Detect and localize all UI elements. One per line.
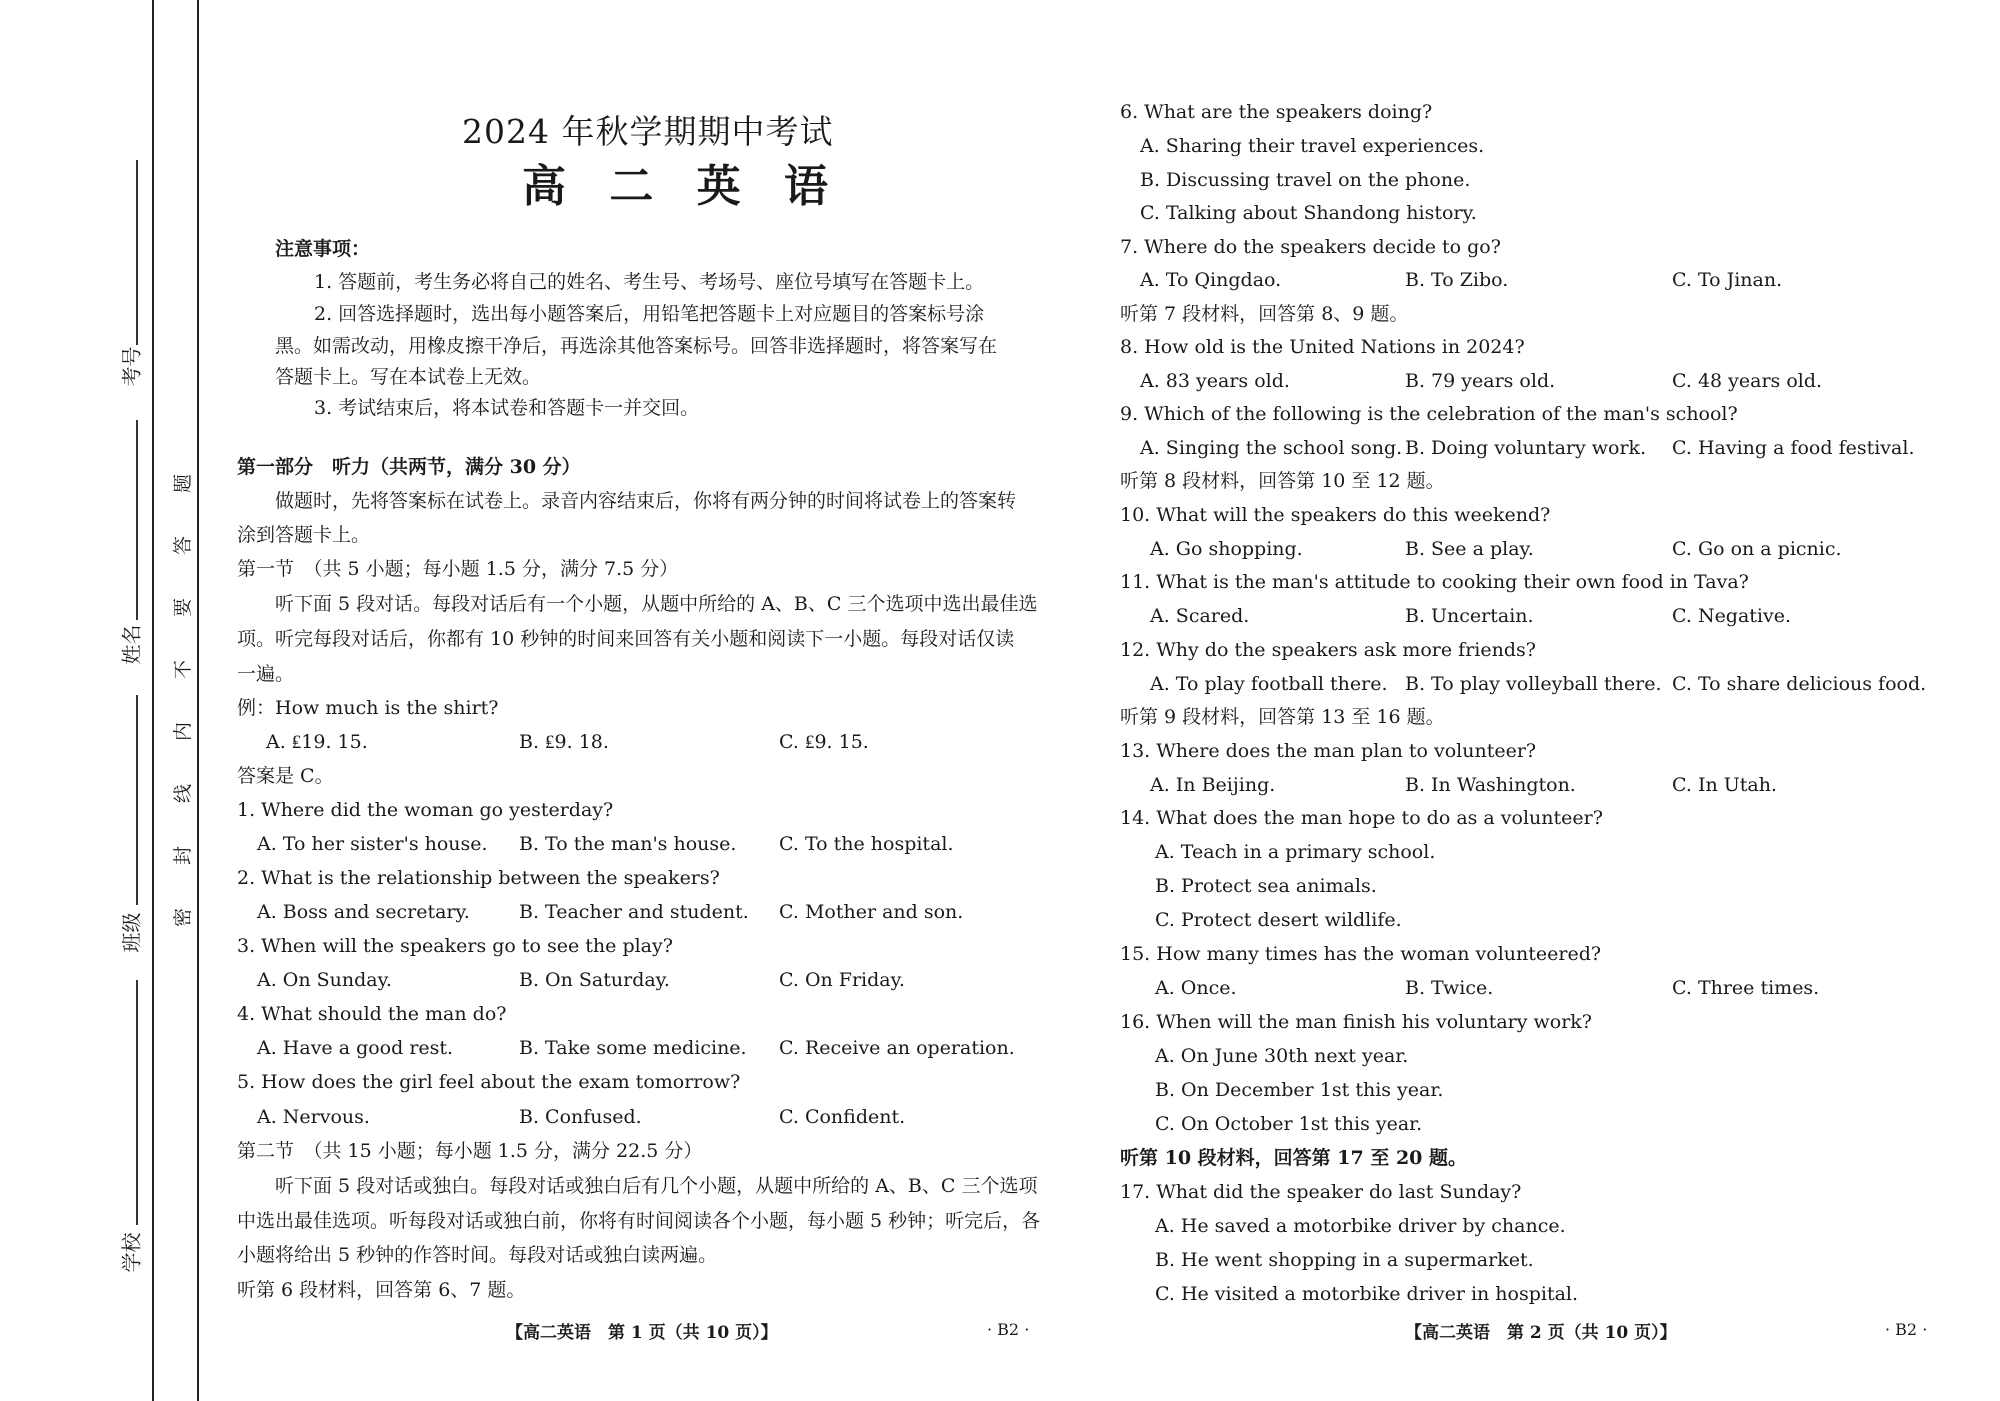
option-c[interactable]: C. Having a food festival. (1672, 437, 1915, 459)
page-code-right: · B2 · (1885, 1320, 1928, 1339)
option-c[interactable]: C. Negative. (1672, 605, 1792, 627)
option-a[interactable]: A. Nervous. (257, 1106, 370, 1128)
option-b[interactable]: B. To Zibo. (1405, 269, 1509, 291)
option-a[interactable]: A. 83 years old. (1140, 370, 1290, 392)
option-b[interactable]: B. 79 years old. (1405, 370, 1556, 392)
option-b[interactable]: B. He went shopping in a supermarket. (1155, 1249, 1534, 1271)
question: 15. How many times has the woman volunteered? (1120, 943, 1602, 965)
exam-no-label: 考号 (119, 346, 144, 387)
option-c[interactable]: C. To share delicious food. (1672, 673, 1927, 695)
page-code-left: · B2 · (987, 1320, 1030, 1339)
name-field[interactable] (136, 420, 138, 620)
option-a[interactable]: A. Scared. (1150, 605, 1250, 627)
option-c[interactable]: C. Mother and son. (779, 901, 964, 923)
part1-heading: 第一部分 听力（共两节，满分 30 分） (237, 456, 581, 478)
option-c[interactable]: C. Protect desert wildlife. (1155, 909, 1402, 931)
section2-heading: 第二节 （共 15 小题；每小题 1.5 分，满分 22.5 分） (237, 1140, 703, 1162)
material-instruction: 听第 6 段材料，回答第 6、7 题。 (237, 1279, 526, 1301)
option-c[interactable]: C. To the hospital. (779, 833, 954, 855)
section1-intro: 听下面 5 段对话。每段对话后有一个小题，从题中所给的 A、B、C 三个选项中选出最佳选 (275, 593, 1038, 615)
footer-right: 【高二英语 第 2 页（共 10 页）】 (1405, 1323, 1677, 1343)
question: 6. What are the speakers doing? (1120, 101, 1433, 123)
question: 10. What will the speakers do this weekend? (1120, 504, 1551, 526)
example-option: A. ₤19. 15. (266, 731, 368, 753)
option-b[interactable]: B. Discussing travel on the phone. (1140, 169, 1471, 191)
option-a[interactable]: A. He saved a motorbike driver by chance. (1155, 1215, 1566, 1237)
option-c[interactable]: C. On Friday. (779, 969, 905, 991)
subject-title: 高 二 英 语 (522, 161, 842, 212)
option-a[interactable]: A. Once. (1155, 977, 1237, 999)
option-b[interactable]: B. See a play. (1405, 538, 1534, 560)
question: 1. Where did the woman go yesterday? (237, 799, 614, 821)
example-question: 例：How much is the shirt? (237, 697, 499, 719)
option-b[interactable]: B. Doing voluntary work. (1405, 437, 1647, 459)
notice-line: 答题卡上。写在本试卷上无效。 (275, 366, 542, 388)
question: 14. What does the man hope to do as a volunteer? (1120, 807, 1603, 829)
question: 8. How old is the United Nations in 2024? (1120, 336, 1525, 358)
notice-heading: 注意事项： (275, 238, 371, 260)
option-b[interactable]: B. On Saturday. (519, 969, 670, 991)
option-a[interactable]: A. On Sunday. (257, 969, 392, 991)
option-b[interactable]: B. On December 1st this year. (1155, 1079, 1444, 1101)
option-b[interactable]: B. Confused. (519, 1106, 642, 1128)
school-field[interactable] (136, 980, 138, 1225)
section2-intro: 小题将给出 5 秒钟的作答时间。每段对话或独白读两遍。 (237, 1244, 718, 1266)
option-c[interactable]: C. Talking about Shandong history. (1140, 202, 1477, 224)
option-a[interactable]: A. Singing the school song. (1140, 437, 1403, 459)
option-c[interactable]: C. 48 years old. (1672, 370, 1823, 392)
option-a[interactable]: A. Boss and secretary. (257, 901, 470, 923)
option-a[interactable]: A. To play football there. (1150, 673, 1388, 695)
footer-left: 【高二英语 第 1 页（共 10 页）】 (506, 1323, 778, 1343)
option-c[interactable]: C. Receive an operation. (779, 1037, 1015, 1059)
option-c[interactable]: C. In Utah. (1672, 774, 1777, 796)
notice-line: 黑。如需改动，用橡皮擦干净后，再选涂其他答案标号。回答非选择题时，将答案写在 (275, 335, 998, 357)
class-label: 班级 (119, 912, 144, 953)
example-answer: 答案是 C。 (237, 765, 334, 787)
warning-char: 封 (172, 845, 195, 866)
option-b[interactable]: B. Teacher and student. (519, 901, 749, 923)
part1-intro: 做题时，先将答案标在试卷上。录音内容结束后，你将有两分钟的时间将试卷上的答案转 (275, 490, 1017, 512)
option-b[interactable]: B. To the man's house. (519, 833, 737, 855)
example-option: B. ₤9. 18. (519, 731, 609, 753)
material-instruction: 听第 8 段材料，回答第 10 至 12 题。 (1120, 470, 1445, 492)
question: 12. Why do the speakers ask more friends? (1120, 639, 1536, 661)
option-b[interactable]: B. To play volleyball there. (1405, 673, 1662, 695)
question: 4. What should the man do? (237, 1003, 507, 1025)
warning-char: 题 (172, 473, 195, 494)
option-c[interactable]: C. He visited a motorbike driver in hospital. (1155, 1283, 1579, 1305)
section1-heading: 第一节 （共 5 小题；每小题 1.5 分，满分 7.5 分） (237, 558, 679, 580)
material-instruction: 听第 7 段材料，回答第 8、9 题。 (1120, 303, 1409, 325)
warning-char: 线 (172, 783, 195, 804)
part1-intro: 涂到答题卡上。 (237, 524, 371, 546)
option-a[interactable]: A. Have a good rest. (257, 1037, 454, 1059)
warning-char: 不 (172, 659, 195, 680)
option-b[interactable]: B. Twice. (1405, 977, 1494, 999)
option-b[interactable]: B. Uncertain. (1405, 605, 1534, 627)
question: 9. Which of the following is the celebration of the man's school? (1120, 403, 1738, 425)
question: 3. When will the speakers go to see the play? (237, 935, 673, 957)
option-b[interactable]: B. In Washington. (1405, 774, 1576, 796)
question: 13. Where does the man plan to volunteer? (1120, 740, 1537, 762)
option-a[interactable]: A. Go shopping. (1150, 538, 1303, 560)
section1-intro: 项。听完每段对话后，你都有 10 秒钟的时间来回答有关小题和阅读下一小题。每段对话仅读 (237, 628, 1015, 650)
question: 16. When will the man finish his voluntary work? (1120, 1011, 1592, 1033)
option-c[interactable]: C. To Jinan. (1672, 269, 1783, 291)
question: 2. What is the relationship between the speakers? (237, 867, 720, 889)
section1-intro: 一遍。 (237, 663, 295, 685)
option-c[interactable]: C. Three times. (1672, 977, 1820, 999)
exam-no-field[interactable] (136, 160, 138, 345)
option-a[interactable]: A. Teach in a primary school. (1155, 841, 1436, 863)
question: 17. What did the speaker do last Sunday? (1120, 1181, 1522, 1203)
option-a[interactable]: A. On June 30th next year. (1155, 1045, 1409, 1067)
notice-line: 3. 考试结束后，将本试卷和答题卡一并交回。 (314, 397, 700, 419)
section2-intro: 中选出最佳选项。听每段对话或独白前，你将有时间阅读各个小题，每小题 5 秒钟；听完后，各 (237, 1210, 1041, 1232)
material-instruction: 听第 10 段材料，回答第 17 至 20 题。 (1120, 1147, 1468, 1169)
notice-line: 2. 回答选择题时，选出每小题答案后，用铅笔把答题卡上对应题目的答案标号涂 (314, 303, 985, 325)
section2-intro: 听下面 5 段对话或独白。每段对话或独白后有几个小题，从题中所给的 A、B、C 三个选项 (275, 1175, 1038, 1197)
warning-char: 密 (172, 907, 195, 928)
option-b[interactable]: B. Protect sea animals. (1155, 875, 1377, 897)
notice-line: 1. 答题前，考生务必将自己的姓名、考生号、考场号、座位号填写在答题卡上。 (314, 271, 985, 293)
question: 11. What is the man's attitude to cooking their own food in Tava? (1120, 571, 1749, 593)
option-c[interactable]: C. On October 1st this year. (1155, 1113, 1423, 1135)
question: 5. How does the girl feel about the exam tomorrow? (237, 1071, 741, 1093)
option-c[interactable]: C. Confident. (779, 1106, 906, 1128)
class-field[interactable] (136, 695, 138, 905)
option-a[interactable]: A. To Qingdao. (1140, 269, 1282, 291)
example-option: C. ₤9. 15. (779, 731, 869, 753)
name-label: 姓名 (119, 624, 144, 665)
warning-char: 答 (172, 535, 195, 556)
warning-char: 要 (172, 597, 195, 618)
question: 7. Where do the speakers decide to go? (1120, 236, 1501, 258)
margin-line-inner (197, 0, 199, 1401)
school-label: 学校 (119, 1232, 144, 1273)
material-instruction: 听第 9 段材料，回答第 13 至 16 题。 (1120, 706, 1445, 728)
option-b[interactable]: B. Take some medicine. (519, 1037, 747, 1059)
margin-line-outer (152, 0, 154, 1401)
option-c[interactable]: C. Go on a picnic. (1672, 538, 1842, 560)
exam-title: 2024 年秋学期期中考试 (462, 112, 834, 151)
option-a[interactable]: A. In Beijing. (1150, 774, 1276, 796)
warning-char: 内 (172, 721, 195, 742)
option-a[interactable]: A. To her sister's house. (257, 833, 488, 855)
option-a[interactable]: A. Sharing their travel experiences. (1140, 135, 1485, 157)
